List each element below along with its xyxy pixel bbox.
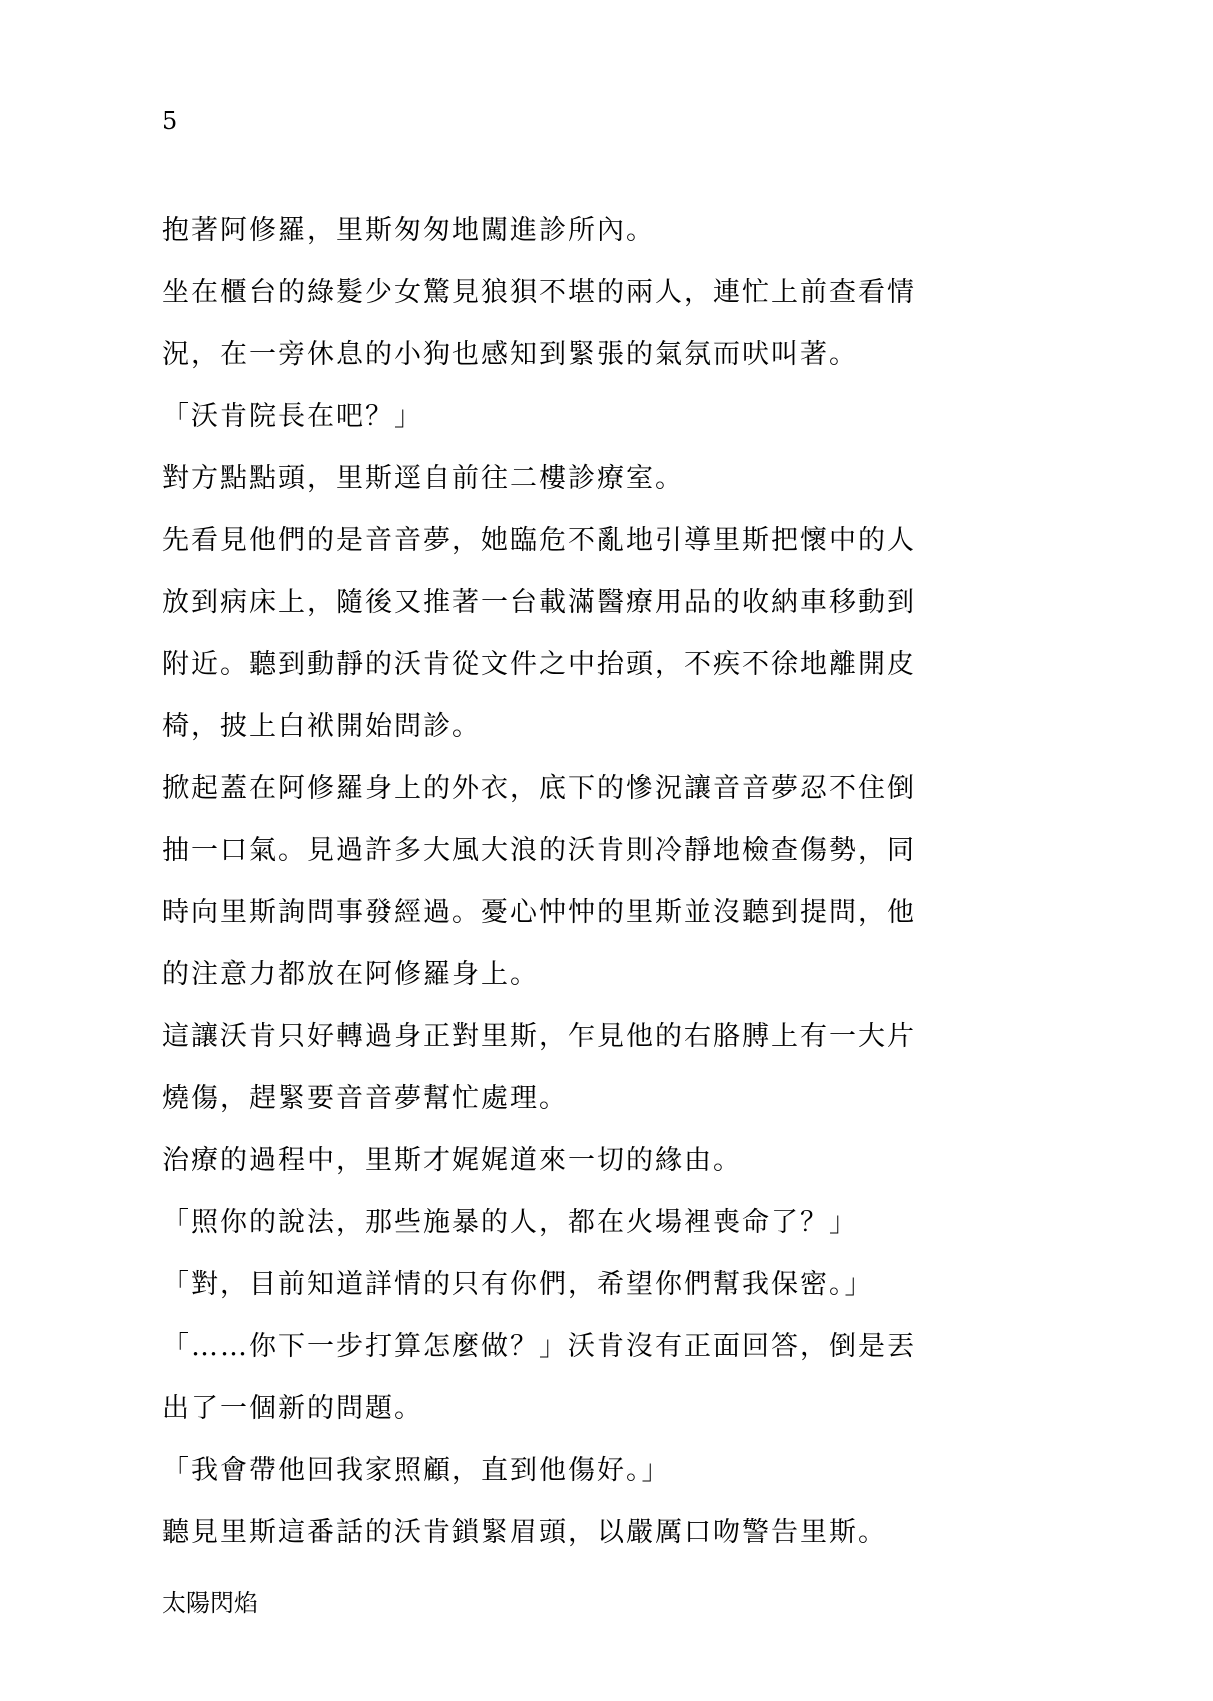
text-line: 「對，目前知道詳情的只有你們，希望你們幫我保密。」 xyxy=(162,1269,874,1300)
text-line: 聽見里斯這番話的沃肯鎖緊眉頭，以嚴厲口吻警告里斯。 xyxy=(162,1517,887,1548)
text-line: 放到病床上，隨後又推著一台載滿醫療用品的收納車移動到 xyxy=(162,587,916,618)
text-line: 燒傷，趕緊要音音夢幫忙處理。 xyxy=(162,1083,568,1114)
text-line: 對方點點頭，里斯逕自前往二樓診療室。 xyxy=(162,463,684,494)
text-line: 抱著阿修羅，里斯匆匆地闖進診所內。 xyxy=(162,215,655,246)
body-text xyxy=(162,200,972,1564)
text-line: 抽一口氣。見過許多大風大浪的沃肯則冷靜地檢查傷勢，同 xyxy=(162,835,916,866)
text-line: 的注意力都放在阿修羅身上。 xyxy=(162,959,539,990)
text-line: 「我會帶他回我家照顧，直到他傷好。」 xyxy=(162,1455,671,1486)
text-line: 椅，披上白袱開始問診。 xyxy=(162,711,481,742)
text-line: 出了一個新的問題。 xyxy=(162,1393,423,1424)
text-line: 先看見他們的是音音夢，她臨危不亂地引導里斯把懷中的人 xyxy=(162,525,916,556)
text-line: 掀起蓋在阿修羅身上的外衣，底下的慘況讓音音夢忍不住倒 xyxy=(162,773,916,804)
text-line: 附近。聽到動靜的沃肯從文件之中抬頭，不疾不徐地離開皮 xyxy=(162,649,916,680)
text-line: 治療的過程中，里斯才娓娓道來一切的緣由。 xyxy=(162,1145,742,1176)
text-line: 「照你的說法，那些施暴的人，都在火場裡喪命了？」 xyxy=(162,1207,858,1238)
text-line: 況，在一旁休息的小狗也感知到緊張的氣氛而吠叫著。 xyxy=(162,339,858,370)
text-line: 坐在櫃台的綠髮少女驚見狼狽不堪的兩人，連忙上前查看情 xyxy=(162,277,916,308)
footer-title: 太陽閃焰 xyxy=(162,1589,258,1617)
text-line: 時向里斯詢問事發經過。憂心忡忡的里斯並沒聽到提問，他 xyxy=(162,897,916,928)
text-line: 這讓沃肯只好轉過身正對里斯，乍見他的右胳膊上有一大片 xyxy=(162,1021,916,1052)
text-line: 「……你下一步打算怎麼做？」沃肯沒有正面回答，倒是丟 xyxy=(162,1331,916,1362)
page-number: 5 xyxy=(162,107,178,135)
text-line: 「沃肯院長在吧？」 xyxy=(162,401,423,432)
